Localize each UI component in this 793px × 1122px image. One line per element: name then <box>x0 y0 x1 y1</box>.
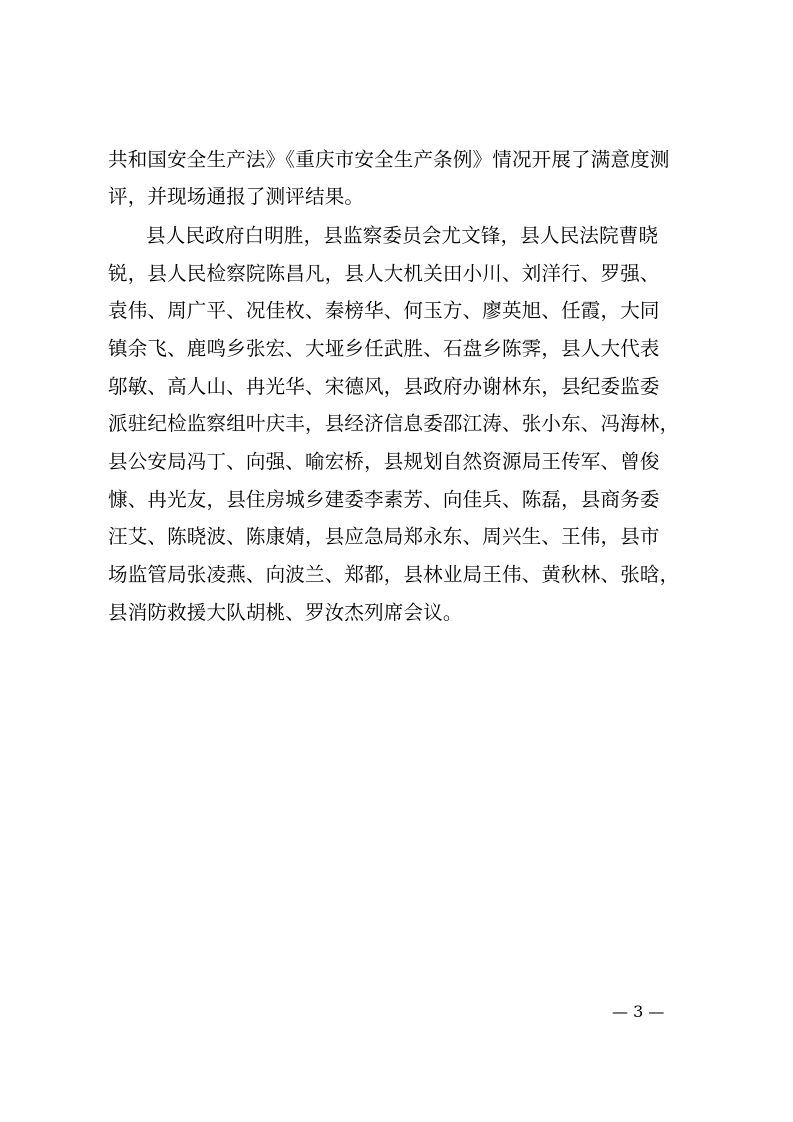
paragraph-2-line-7: 县公安局冯丁、向强、喻宏桥，县规划自然资源局王传军、曾俊 <box>108 450 660 473</box>
paragraph-2-line-6: 派驻纪检监察组叶庆丰，县经济信息委邵江涛、张小东、冯海林， <box>108 412 680 435</box>
page-number: — 3 — <box>612 1002 665 1021</box>
paragraph-1-line-2: 评，并现场通报了测评结果。 <box>108 185 365 208</box>
paragraph-2-line-3: 袁伟、周广平、况佳枚、秦榜华、何玉方、廖英旭、任霞，大同 <box>108 299 660 322</box>
paragraph-2-line-10: 场监管局张凌燕、向波兰、郑都，县林业局王伟、黄秋林、张晗， <box>108 563 680 586</box>
paragraph-2-line-8: 慷、冉光友，县住房城乡建委李素芳、向佳兵、陈磊，县商务委 <box>108 488 660 511</box>
paragraph-2-line-2: 锐，县人民检察院陈昌凡，县人大机关田小川、刘洋行、罗强、 <box>108 262 660 285</box>
paragraph-1-line-1: 共和国安全生产法》《重庆市安全生产条例》情况开展了满意度测 <box>108 148 670 171</box>
paragraph-2-line-4: 镇余飞、鹿鸣乡张宏、大垭乡任武胜、石盘乡陈霁，县人大代表 <box>108 337 660 360</box>
paragraph-2-line-5: 邬敏、高人山、冉光华、宋德风，县政府办谢林东，县纪委监委 <box>108 375 660 398</box>
paragraph-2-line-1: 县人民政府白明胜，县监察委员会尤文锋，县人民法院曹晓 <box>146 224 659 247</box>
paragraph-2-line-11: 县消防救援大队胡桃、罗汝杰列席会议。 <box>108 601 463 624</box>
paragraph-2-line-9: 汪艾、陈晓波、陈康婧，县应急局郑永东、周兴生、王伟，县市 <box>108 525 660 548</box>
